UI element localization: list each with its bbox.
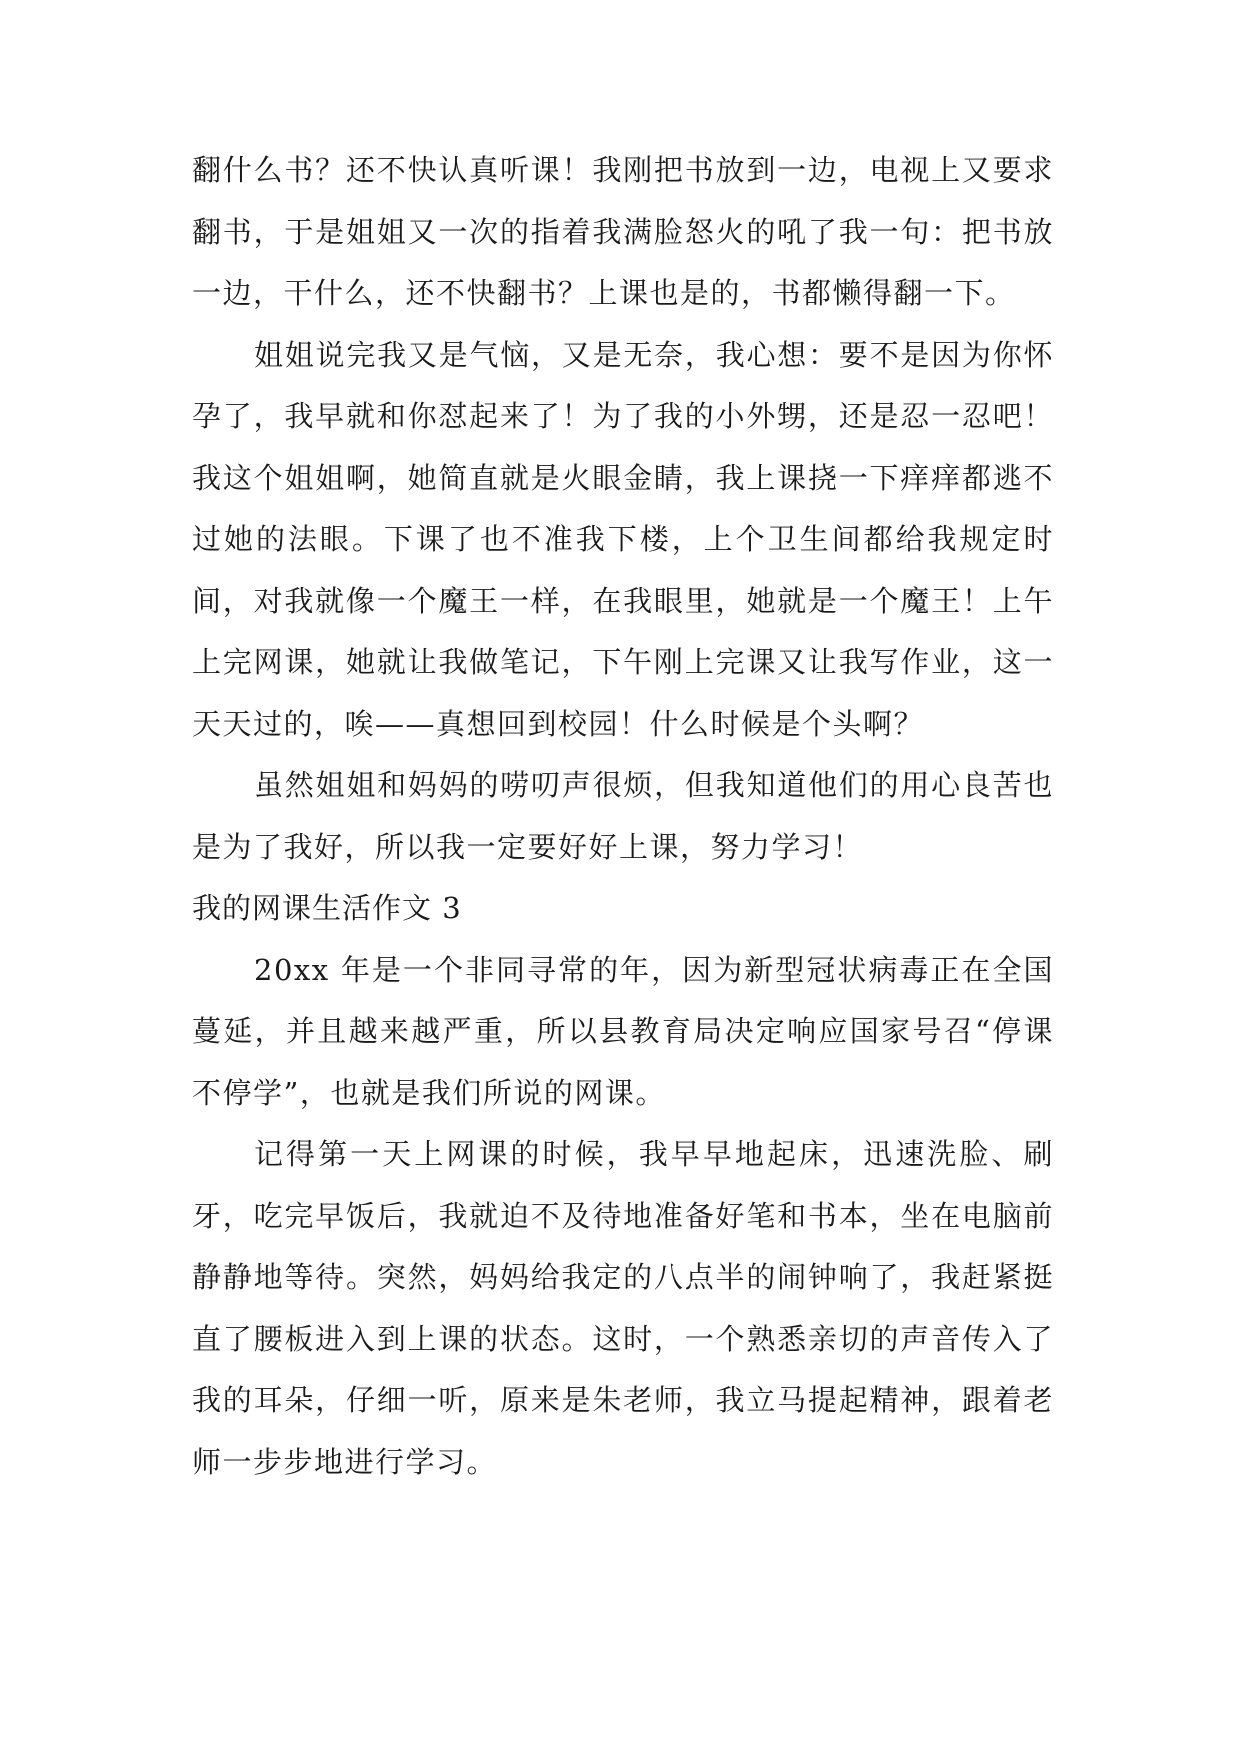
paragraph-1: 翻什么书？还不快认真听课！我刚把书放到一边，电视上又要求翻书，于是姐姐又一次的指着我满脸怒火的吼了我一句：把书放一边，干什么，还不快翻书？上课也是的，书都懒得翻一下。: [192, 153, 1054, 310]
paragraph-2: 姐姐说完我又是气恼，又是无奈，我心想：要不是因为你怀孕了，我早就和你怼起来了！为了我的小外甥，还是忍一忍吧！我这个姐姐啊，她简直就是火眼金睛，我上课挠一下痒痒都逃不过她的法眼。下课了也不准我下楼，上个卫生间都给我规定时间，对我就像一个魔王一样，在我眼里，她就是一个魔王！上午上完网课，她就让我做笔记，下午刚上完课又让我写作业，这一天天过的，唉——真想回到校园！什么时候是个头啊？: [192, 337, 1054, 741]
paragraph-4: 20xx 年是一个非同寻常的年，因为新型冠状病毒正在全国蔓延，并且越来越严重，所以县教育局决定响应国家号召“停课不停学”，也就是我们所说的网课。: [192, 952, 1054, 1110]
paragraph-5: 记得第一天上网课的时候，我早早地起床，迅速洗脸、刷牙，吃完早饭后，我就迫不及待地准备好笔和书本，坐在电脑前静静地等待。突然，妈妈给我定的八点半的闹钟响了，我赶紧挺直了腰板进入到上课的状态。这时，一个熟悉亲切的声音传入了我的耳朵，仔细一听，原来是朱老师，我立马提起精神，跟着老师一步步地进行学习。: [192, 1137, 1054, 1479]
paragraph-3: 虽然姐姐和妈妈的唠叨声很烦，但我知道他们的用心良苦也是为了我好，所以我一定要好好上课，努力学习！: [192, 768, 1054, 864]
document-body: [192, 140, 1054, 1493]
section-heading: 我的网课生活作文 3: [192, 891, 462, 925]
